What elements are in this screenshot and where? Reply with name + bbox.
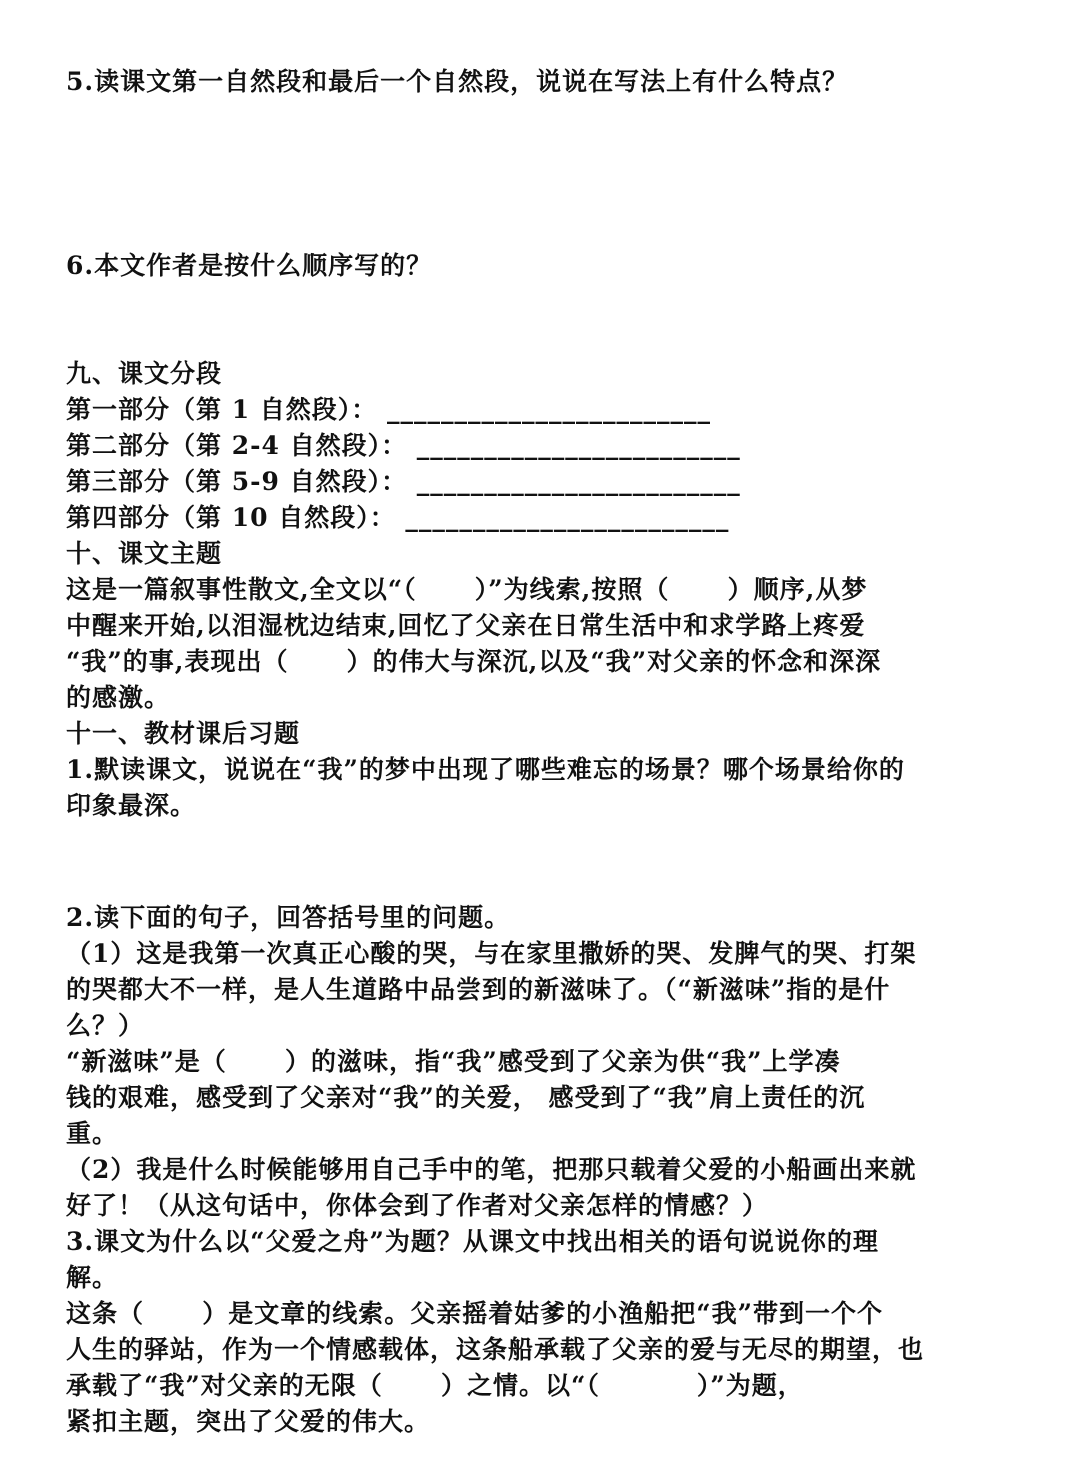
exercise-3-line-2: 解。: [66, 1263, 119, 1292]
exercise-2-line-3: 的哭都大不一样，是人生道路中品尝到的新滋味了。（“新滋味”指的是什: [66, 975, 891, 1004]
theme-line-3: “我”的事,表现出（ ）的伟大与深沉,以及“我”对父亲的怀念和深深: [66, 647, 882, 676]
exercise-1-line-1: 1.默读课文，说说在“我”的梦中出现了哪些难忘的场景？哪个场景给你的: [66, 755, 905, 784]
section-10-title: 十、课文主题: [66, 539, 223, 568]
exercise-2-line-8: （2）我是什么时候能够用自己手中的笔，把那只载着父爱的小船画出来就: [66, 1155, 917, 1184]
exercise-2-line-1: 2.读下面的句子，回答括号里的问题。: [66, 903, 511, 932]
exercise-3-line-4: 人生的驿站，作为一个情感载体，这条船承载了父亲的爱与无尽的期望，也: [66, 1335, 925, 1364]
part-1-line: 第一部分（第 1 自然段）： ________________________: [66, 395, 712, 424]
section-11-title: 十一、教材课后习题: [66, 719, 301, 748]
theme-line-1: 这是一篇叙事性散文,全文以“（ ）”为线索,按照（ ）顺序,从梦: [66, 575, 868, 604]
theme-line-4: 的感激。: [66, 683, 171, 712]
exercise-1-line-2: 印象最深。: [66, 791, 197, 820]
exercise-3-line-1: 3.课文为什么以“父爱之舟”为题？从课文中找出相关的语句说说你的理: [66, 1227, 879, 1256]
question-5: 5.读课文第一自然段和最后一个自然段，说说在写法上有什么特点？: [66, 67, 849, 96]
exercise-2-line-9: 好了！（从这句话中，你体会到了作者对父亲怎样的情感？）: [66, 1191, 769, 1220]
exercise-3-line-6: 紧扣主题，突出了父爱的伟大。: [66, 1407, 431, 1436]
part-3-line: 第三部分（第 5-9 自然段）： ________________________: [66, 467, 741, 496]
exercise-2-line-6: 钱的艰难，感受到了父亲对“我”的关爱， 感受到了“我”肩上责任的沉: [66, 1083, 866, 1112]
part-4-line: 第四部分（第 10 自然段）： ________________________: [66, 503, 730, 532]
exercise-2-line-5: “新滋味”是（ ）的滋味，指“我”感受到了父亲为供“我”上学凑: [66, 1047, 841, 1076]
theme-line-2: 中醒来开始,以泪湿枕边结束,回忆了父亲在日常生活中和求学路上疼爱: [66, 611, 866, 640]
watermark: [986, 1445, 1066, 1461]
part-2-line: 第二部分（第 2-4 自然段）： ________________________: [66, 431, 741, 460]
exercise-2-line-4: 么？）: [66, 1011, 145, 1040]
exercise-3-line-5: 承载了“我”对父亲的无限（ ）之情。以“（ ）”为题，: [66, 1371, 804, 1400]
section-9-title: 九、课文分段: [66, 359, 223, 388]
exercise-3-line-3: 这条（ ）是文章的线索。父亲摇着姑爹的小渔船把“我”带到一个个: [66, 1299, 883, 1328]
question-6: 6.本文作者是按什么顺序写的？: [66, 251, 433, 280]
exercise-2-line-7: 重。: [66, 1119, 119, 1148]
exercise-2-line-2: （1）这是我第一次真正心酸的哭，与在家里撒娇的哭、发脾气的哭、打架: [66, 939, 917, 968]
